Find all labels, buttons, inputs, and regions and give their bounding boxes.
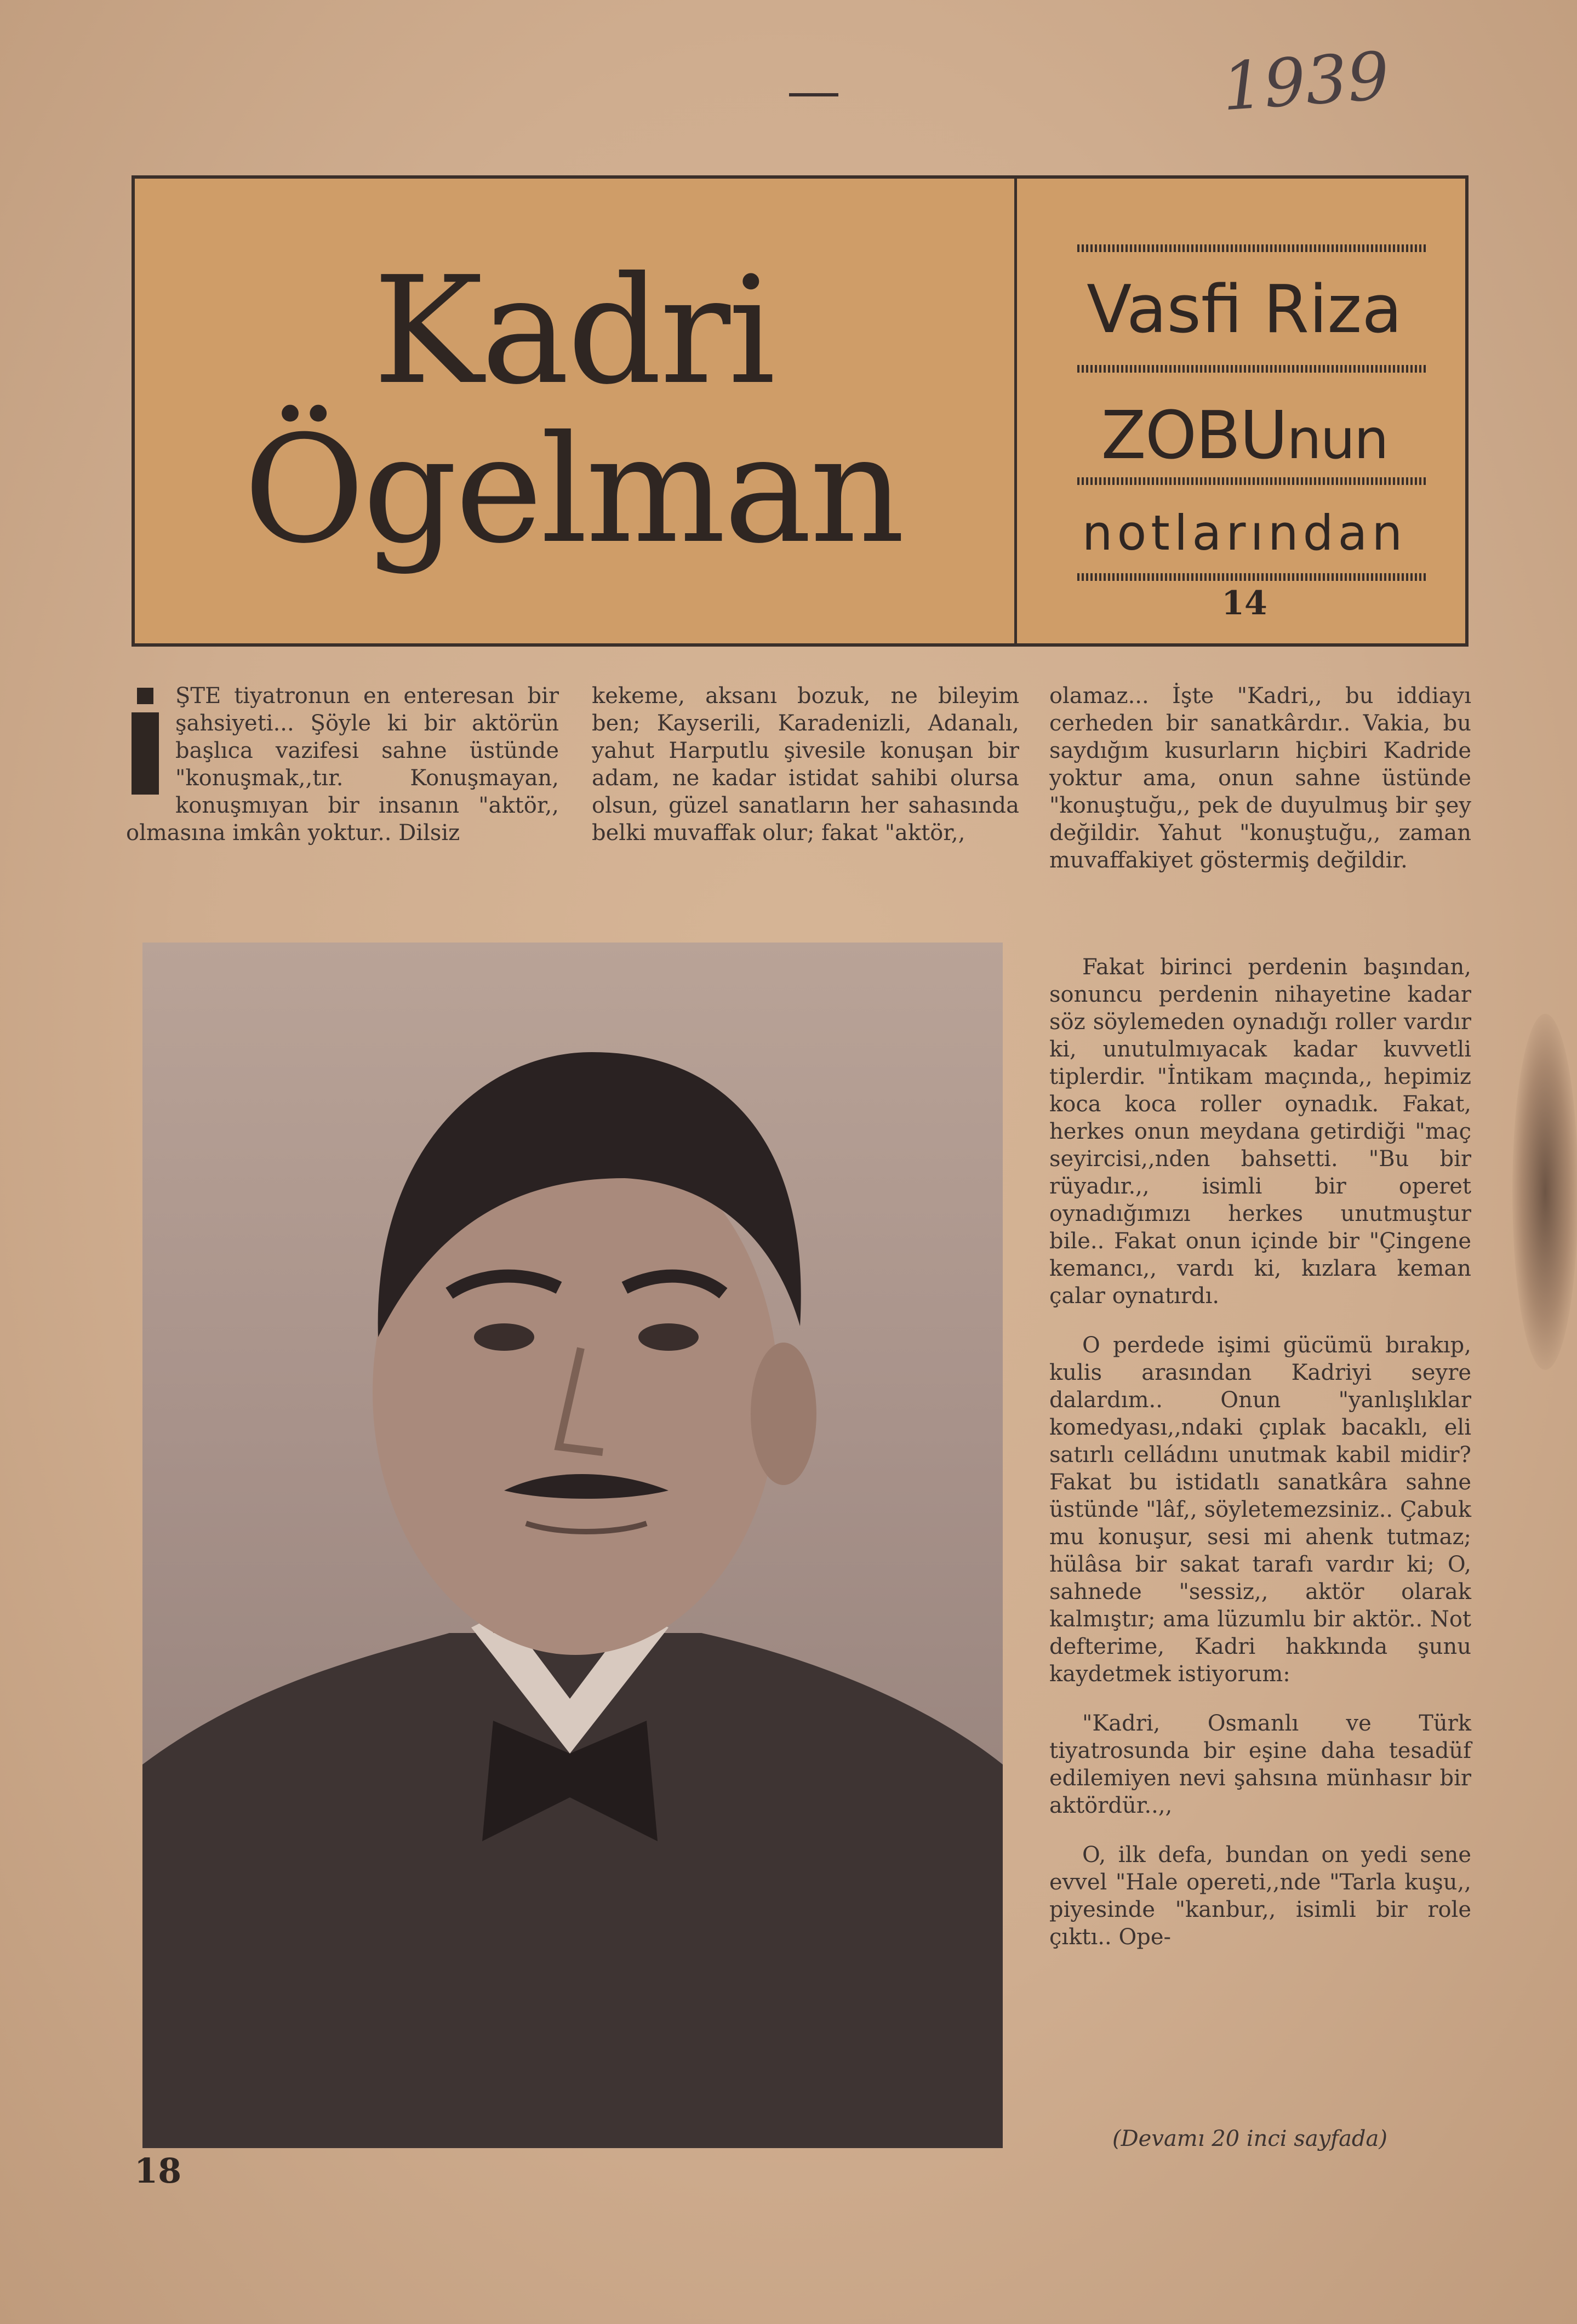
portrait-illustration [142, 943, 1003, 2148]
handwritten-year: 1939 [1219, 38, 1392, 126]
author-name: Vasfi Riza [1087, 272, 1402, 348]
paragraph: Fakat birinci perdenin başından, sonuncu perdenin nihayetine kadar söz söylemeden oynadığı roller vardır ki, unutulmıyacak kadar kuvvetli tiplerdir. "İntikam maçında,, hepimiz koca koca roller oynadık. Fakat, herkes onun meydana getirdiği "maç seyircisi,,nden bahsetti. "Bu bir rüyadır.,, isimli bir operet oynadığımızı herkes unutmuştur bile.. Fakat onun içinde bir "Çingene kemancı,, vardı ki, kızlara keman çalar oynatırdı. [1049, 955, 1471, 1309]
portrait-photo [142, 943, 1003, 2148]
decorative-rule [1077, 365, 1428, 373]
paragraph: kekeme, aksanı bozuk, ne bileyim ben; Kayserili, Karadenizli, Adanalı, yahut Harputlu şivesile konuşan bir adam, ne kadar istidat sahibi olursa olsun, güzel sanatların her sahasında belki muvaffak olur; fakat "aktör,, [592, 683, 1019, 846]
dropcap [126, 688, 164, 797]
paragraph: olamaz... İşte "Kadri,, bu iddiayı cerheden bir sanatkârdır.. Vakia, bu saydığım kusurların hiçbiri Kadride yoktur ama, onun sahne üstünde "konuştuğu,, pek de duyulmuş bir şey değildir. Yahut "konuştuğu,, zaman muvaffakiyet göstermiş değildir. [1049, 683, 1471, 873]
paragraph: O, ilk defa, bundan on yedi sene evvel "Hale opereti,,nde "Tarla kuşu,, piyesinde "kanbur,, isimli bir role çıktı.. Ope- [1049, 1842, 1471, 1950]
paragraph: "Kadri, Osmanlı ve Türk tiyatrosunda bir eşine daha tesadüf edilemiyen nevi şahsına münhasır bir aktördür..,, [1049, 1711, 1471, 1818]
article-column-3 [1049, 682, 1471, 896]
article-column-2 [592, 682, 1019, 869]
surname-suffix: nun [1287, 407, 1388, 471]
article-column-1 [126, 682, 559, 869]
article-header [132, 175, 1469, 647]
pencil-dash [789, 93, 838, 96]
page-number: 18 [134, 2151, 182, 2191]
continued-note: (Devamı 20 inci sayfada) [1112, 2126, 1387, 2151]
title-first-name: Kadri [373, 244, 774, 417]
column-title: notlarından [1082, 505, 1407, 561]
decorative-rule [1077, 244, 1428, 252]
paper-stain [1512, 1014, 1577, 1370]
paragraph: O perdede işimi gücümü bırakıp, kulis arasından Kadriyi seyre dalardım.. Onun "yanlışlıklar komedyası,,ndaki çıplak bacaklı, eli satırlı celládını unutmak kabil midir? Fakat bu istidatlı sanatkâra sahne üstünde "lâf,, söyletemezsiniz.. Çabuk mu konuşur, sesi mi ahenk tutmaz; hülâsa bir sakat tarafı vardır ki; O, sahnede "sessiz,, aktör olarak kalmıştır; ama lüzumlu bir aktör.. Not defterime, Kadri hakkında şunu kaydetmek istiyorum: [1049, 1333, 1471, 1687]
dropcap-stem [132, 712, 159, 795]
author-surname [1017, 398, 1472, 474]
title-last-name: Ögelman [243, 403, 903, 576]
issue-number: 14 [1221, 584, 1267, 623]
surname-main: ZOBU [1101, 398, 1287, 474]
dropcap-dot [137, 688, 153, 704]
decorative-rule [1077, 573, 1428, 581]
decorative-rule [1077, 477, 1428, 485]
article-column-3-continued [1049, 953, 1471, 1951]
paragraph: ŞTE tiyatronun en enteresan bir şahsiyeti... Şöyle ki bir aktörün başlıca vazifesi sahne üstünde "konuşmak,,tır. Konuşmayan, konuşmıyan bir insanın "aktör,, olmasına imkân yoktur.. Dilsiz [126, 683, 559, 846]
